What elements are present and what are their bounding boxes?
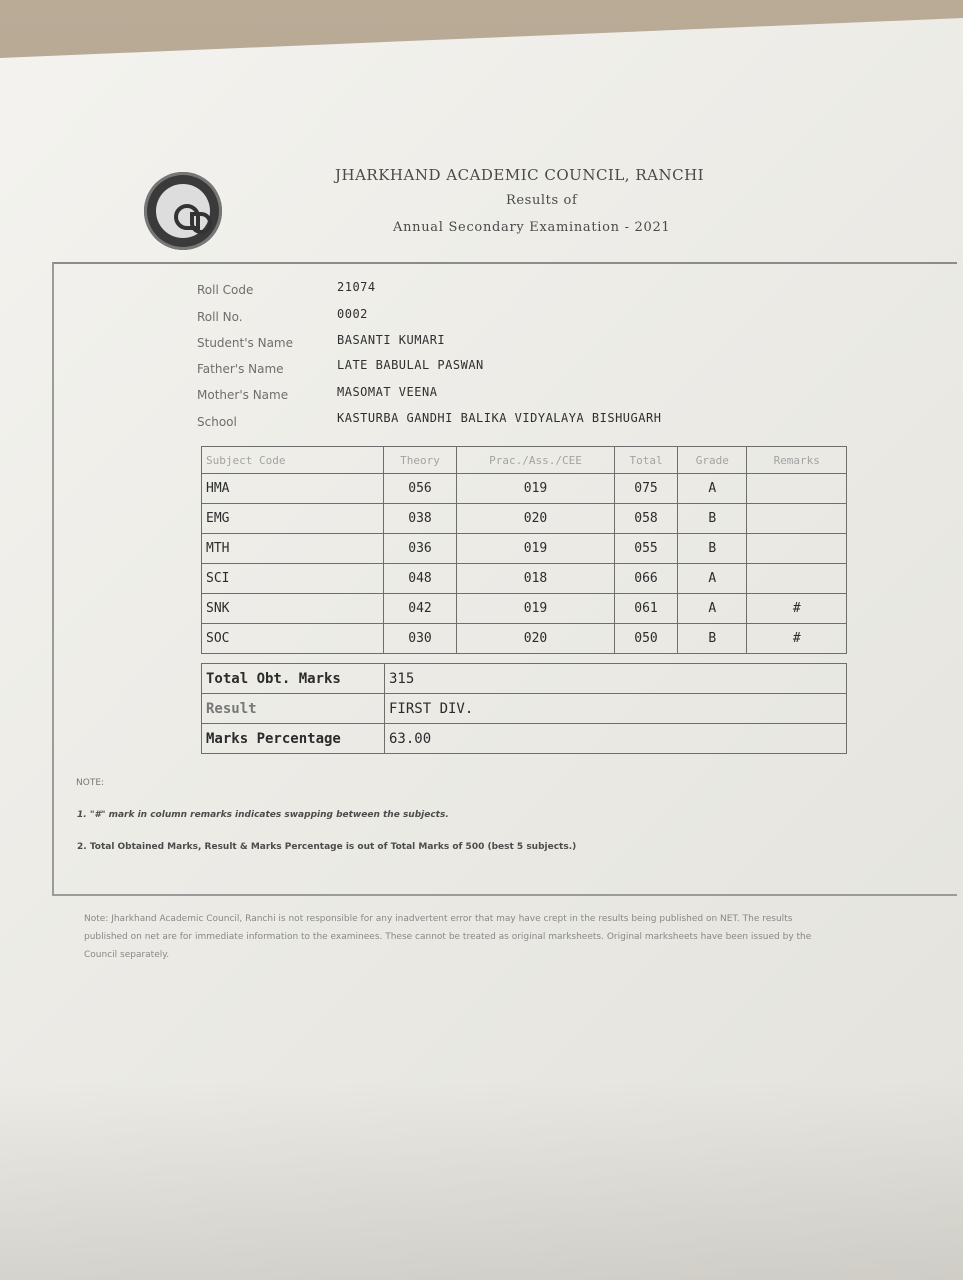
school-label: School: [197, 415, 237, 429]
remarks: [747, 534, 847, 564]
summary-row-total: [202, 664, 847, 694]
disclaimer-line: Council separately.: [84, 950, 170, 960]
note-heading: NOTE:: [76, 778, 105, 788]
theory-marks: 038: [383, 504, 456, 534]
mother-name-label: Mother's Name: [197, 388, 289, 402]
header-remarks: Remarks: [747, 447, 847, 474]
theory-marks: 030: [383, 624, 456, 654]
council-title: JHARKHAND ACADEMIC COUNCIL, RANCHI: [335, 166, 705, 184]
subject-code: HMA: [202, 474, 384, 504]
school-value: KASTURBA GANDHI BALIKA VIDYALAYA BISHUGARH: [337, 411, 662, 425]
disclaimer-line: published on net are for immediate information to the examinees. These cannot be treated as original marksheets. Original marksheets have been issued by the: [84, 932, 812, 942]
total-marks: 055: [614, 534, 677, 564]
total-marks: 050: [614, 624, 677, 654]
grade: B: [678, 504, 747, 534]
practical-marks: 020: [457, 624, 615, 654]
note-total-marks: 2. Total Obtained Marks, Result & Marks Percentage is out of Total Marks of 500 (best 5 subjects.): [77, 842, 577, 852]
roll-code-label: Roll Code: [197, 283, 254, 297]
marks-percentage-label: Marks Percentage: [202, 724, 385, 754]
sheet-shadow: [0, 1080, 963, 1280]
header-total: Total: [614, 447, 677, 474]
mother-name-value: MASOMAT VEENA: [337, 385, 438, 399]
table-row: [202, 564, 847, 594]
total-marks: 061: [614, 594, 677, 624]
disclaimer-line: Note: Jharkhand Academic Council, Ranchi is not responsible for any inadvertent error that may have crept in the results being published on NET. The results: [84, 914, 793, 924]
table-row: [202, 534, 847, 564]
practical-marks: 018: [457, 564, 615, 594]
theory-marks: 036: [383, 534, 456, 564]
student-name-value: BASANTI KUMARI: [337, 333, 446, 347]
grade: B: [678, 534, 747, 564]
header-grade: Grade: [678, 447, 747, 474]
table-row: [202, 594, 847, 624]
father-name-label: Father's Name: [197, 362, 284, 376]
header-subject-code: Subject Code: [202, 447, 384, 474]
result-label: Result: [202, 694, 385, 724]
total-marks: 075: [614, 474, 677, 504]
summary-row-result: [202, 694, 847, 724]
logo-glyph: [190, 212, 212, 234]
logo-seal-icon: [156, 184, 210, 238]
remarks: [747, 504, 847, 534]
total-marks: 066: [614, 564, 677, 594]
roll-no-value: 0002: [337, 307, 368, 321]
summary-table: [201, 663, 847, 754]
remarks: [747, 474, 847, 504]
subject-code: SOC: [202, 624, 384, 654]
exam-title: Annual Secondary Examination - 2021: [393, 220, 671, 235]
roll-code-value: 21074: [337, 280, 376, 294]
results-of-label: Results of: [506, 193, 578, 208]
table-row: [202, 474, 847, 504]
summary-row-percentage: [202, 724, 847, 754]
total-marks: 058: [614, 504, 677, 534]
marks-percentage-value: 63.00: [385, 724, 847, 754]
note-swapping: 1. "#" mark in column remarks indicates swapping between the subjects.: [77, 810, 449, 820]
roll-no-label: Roll No.: [197, 310, 243, 324]
subject-code: SNK: [202, 594, 384, 624]
header-theory: Theory: [383, 447, 456, 474]
marks-table: [201, 446, 847, 654]
header-practical: Prac./Ass./CEE: [457, 447, 615, 474]
theory-marks: 056: [383, 474, 456, 504]
table-row: [202, 624, 847, 654]
total-obt-marks-value: 315: [385, 664, 847, 694]
grade: B: [678, 624, 747, 654]
remarks: #: [747, 624, 847, 654]
grade: A: [678, 564, 747, 594]
practical-marks: 019: [457, 534, 615, 564]
father-name-value: LATE BABULAL PASWAN: [337, 358, 484, 372]
grade: A: [678, 594, 747, 624]
result-value: FIRST DIV.: [385, 694, 847, 724]
practical-marks: 019: [457, 594, 615, 624]
total-obt-marks-label: Total Obt. Marks: [202, 664, 385, 694]
student-name-label: Student's Name: [197, 336, 294, 350]
subject-code: EMG: [202, 504, 384, 534]
theory-marks: 048: [383, 564, 456, 594]
practical-marks: 019: [457, 474, 615, 504]
practical-marks: 020: [457, 504, 615, 534]
remarks: #: [747, 594, 847, 624]
subject-code: SCI: [202, 564, 384, 594]
remarks: [747, 564, 847, 594]
jac-logo: [144, 172, 222, 250]
grade: A: [678, 474, 747, 504]
subject-code: MTH: [202, 534, 384, 564]
table-row: [202, 504, 847, 534]
marks-header-row: [202, 447, 847, 474]
theory-marks: 042: [383, 594, 456, 624]
